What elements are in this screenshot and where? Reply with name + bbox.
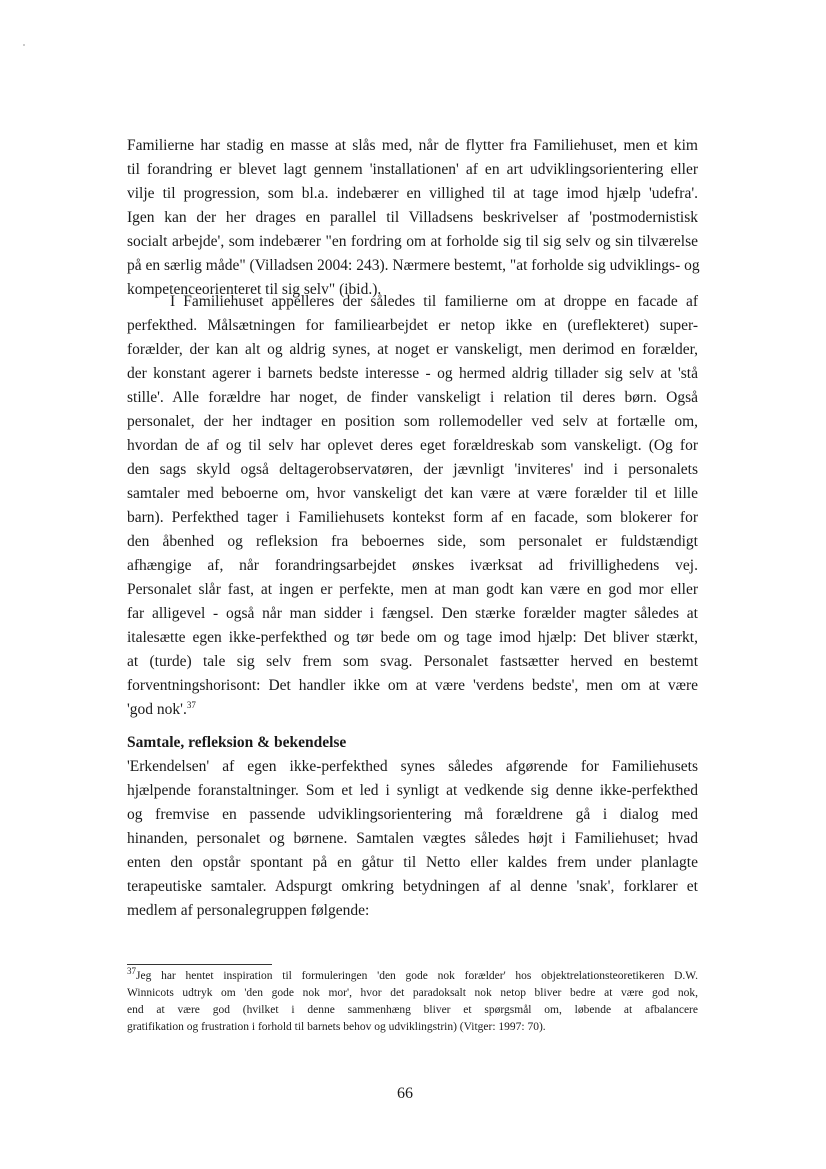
text-line: vilje til progression, som bl.a. indebærer en villighed til at tage imod hjælp 'udefra'.: [127, 185, 698, 202]
footnote-ref[interactable]: 37: [186, 699, 196, 710]
text-line: I Familiehuset appelleres der således til familierne om at droppe en facade af: [170, 293, 698, 310]
text-line: forventningshorisont: Det handler ikke om at være 'verdens bedste', men om at være: [127, 677, 698, 694]
text-line: samtaler med beboerne om, hvor vanskeligt det kan være at være forælder til et lille: [127, 485, 698, 502]
text-line: personalet, der her indtager en position som rollemodeller ved selv at fortælle om,: [127, 413, 698, 430]
text-line: 'Erkendelsen' af egen ikke-perfekthed synes således afgørende for Familiehusets: [127, 758, 698, 775]
text-line: og fremvise en passende udviklingsorientering må forældrene gå i dialog med: [127, 806, 698, 823]
text-line: [127, 698, 698, 722]
page-number: 66: [397, 1085, 413, 1102]
text-line: der konstant agerer i barnets bedste interesse - og hermed aldrig tillader sig selv at 'stå: [127, 365, 698, 382]
footnote-separator: [127, 964, 272, 965]
section-heading: Samtale, refleksion & bekendelse: [127, 734, 347, 751]
text-line: hjælpende foranstaltninger. Som et led i synligt at vedkende sig denne ikke-perfekthed: [127, 782, 698, 799]
footnote-line: Winnicots udtryk om 'den gode nok mor', hvor det paradoksalt nok netop bliver bedre at være god nok,: [127, 987, 698, 999]
text-line: barn). Perfekthed tager i Familiehusets kontekst form af en facade, som blokerer for: [127, 509, 698, 526]
text-line: perfekthed. Målsætningen for familiearbejdet er netop ikke en (ureflekteret) super-: [127, 317, 698, 334]
footnote-text: Jeg har hentet inspiration til formuleringen 'den gode nok forælder' hos objektrelationsteoretikeren D.W.: [136, 970, 698, 982]
text-line: Igen kan der her drages en parallel til Villadsens beskrivelser af 'postmodernistisk: [127, 209, 698, 226]
footnote-line: [127, 968, 698, 985]
text-line: hinanden, personalet og børnene. Samtalen vægtes således højt i Familiehuset; hvad: [127, 830, 698, 847]
text-line-content: 'god nok'.: [127, 701, 187, 718]
text-line: på en særlig måde" (Villadsen 2004: 243). Nærmere bestemt, "at forholde sig udviklings- og: [127, 257, 700, 274]
text-line: hvordan de af og til selv har oplevet deres eget forældreskab som vanskeligt. (Og for: [127, 437, 698, 454]
text-line: den åbenhed og refleksion fra beboernes side, som personalet er fuldstændigt: [127, 533, 698, 550]
text-line: til forandring er blevet lagt gennem 'installationen' af en art udviklingsorientering eller: [127, 161, 698, 178]
text-line: Personalet slår fast, at ingen er perfekte, men at man godt kan være en god mor eller: [127, 581, 698, 598]
text-line: at (turde) tale sig selv frem som svag. Personalet fastsætter herved en bestemt: [127, 653, 698, 670]
text-line: medlem af personalegruppen følgende:: [127, 902, 370, 919]
text-line: afhængige af, når forandringsarbejdet ønskes iværksat ad frivillighedens vej.: [127, 557, 698, 574]
text-line: enten den opstår spontant på en gåtur til Netto eller kaldes frem under planlagte: [127, 854, 698, 871]
text-line: socialt arbejde', som indebærer "en fordring om at forholde sig til sig selv og sin tilværelse: [127, 233, 698, 250]
text-line: kompetenceorienteret til sig selv" (ibid.).: [127, 281, 382, 298]
text-line: far alligevel - også når man sidder i fængsel. Den stærke forælder magter således at: [127, 605, 698, 622]
text-line: italesætte egen ikke-perfekthed og tør bede om og tage imod hjælp: Det bliver stærkt,: [127, 629, 698, 646]
footnote-marker: 37: [127, 966, 136, 977]
text-line: terapeutiske samtaler. Adspurgt omkring betydningen af al denne 'snak', forklarer et: [127, 878, 698, 895]
text-line: Familierne har stadig en masse at slås med, når de flytter fra Familiehuset, men et kim: [127, 137, 698, 154]
footnote-line: gratifikation og frustration i forhold til barnets behov og udviklingstrin) (Vitger: 1997: 70).: [127, 1021, 546, 1033]
footnote-line: end at være god (hvilket i denne sammenhæng bliver et spørgsmål om, løbende at afbalancere: [127, 1004, 698, 1016]
text-line: forælder, der kan alt og aldrig synes, at noget er vanskeligt, men derimod en forælder,: [127, 341, 698, 358]
text-line: stille'. Alle forældre har noget, de finder vanskeligt i relation til deres børn. Også: [127, 389, 698, 406]
scan-speck: [23, 44, 25, 46]
text-line: den sags skyld også deltagerobservatøren, der jævnligt 'inviteres' ind i personalets: [127, 461, 698, 478]
